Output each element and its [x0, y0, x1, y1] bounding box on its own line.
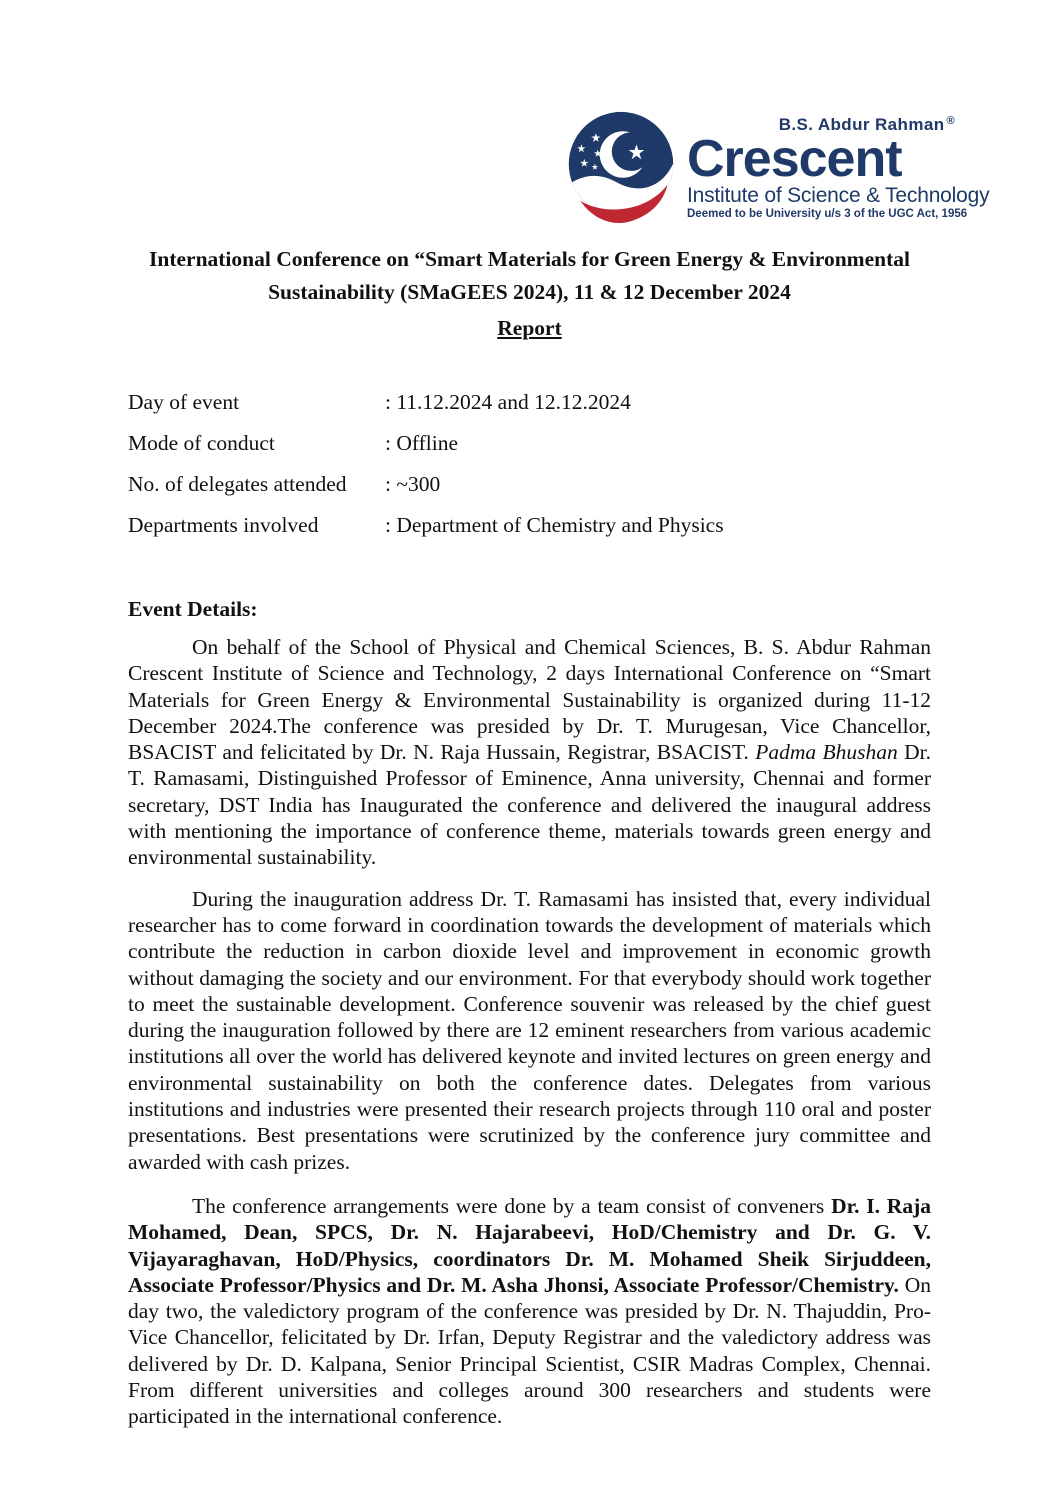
logo-wordmark: [687, 112, 990, 221]
detail-label: Departments involved: [128, 513, 319, 537]
body-paragraph-3: [128, 1193, 931, 1430]
detail-value: : ~300: [385, 472, 441, 496]
report-heading: [128, 312, 931, 345]
text-segment: Dr. T. Ramasami, Distinguished Professor of Eminence, Anna university, Chennai and former secretary, DST India has Inaugurated the conference and delivered the inaugural address with mentioning the importance of conference theme, materials towards green energy and environmental sustainability.: [128, 740, 931, 870]
brand-top-label: B.S. Abdur Rahman: [778, 115, 945, 134]
document-title-line2: Sustainability (SMaGEES 2024), 11 & 12 December 2024: [268, 280, 791, 304]
document-title-line1: International Conference on “Smart Materials for Green Energy & Environmental: [149, 247, 910, 271]
brand-tagline: Deemed to be University u/s 3 of the UGC Act, 1956: [687, 208, 968, 220]
brand-subtitle: Institute of Science & Technology: [687, 184, 990, 207]
detail-label: Mode of conduct: [128, 431, 275, 455]
detail-row-mode-of-conduct: [128, 430, 931, 456]
crescent-emblem-icon: [561, 110, 681, 228]
text-segment: The conference arrangements were done by a team consist of conveners: [192, 1193, 832, 1218]
body-paragraph-1: [128, 634, 931, 871]
detail-row-departments-involved: [128, 512, 931, 538]
text-segment: On day two, the valedictory program of the conference was presided by Dr. N. Thajuddin, Pro-Vice Chancellor, felicitated by Dr. Irfan, Deputy Registrar and the valedictory address was delivered by Dr. D. Kalpana, Senior Principal Scientist, CSIR Madras Complex, Chennai. From different universities and colleges around 300 researchers and students were participated in the international conference.: [128, 1272, 932, 1429]
report-heading-label: Report: [497, 316, 562, 340]
body-paragraph-2: [128, 886, 931, 1175]
detail-label: No. of delegates attended: [128, 472, 347, 496]
detail-value: : Offline: [385, 431, 459, 455]
institution-logo: [561, 110, 990, 228]
detail-value: : Department of Chemistry and Physics: [385, 513, 724, 537]
detail-label: Day of event: [128, 390, 240, 414]
text-segment: Padma Bhushan: [755, 740, 898, 765]
text-segment: Dr. I. Raja Mohamed, Dean, SPCS, Dr. N. Hajarabeevi, HoD/Chemistry and Dr. G. V. Vijayaraghavan, HoD/Physics, coordinators Dr. M. Mohamed Sheik Sirjuddeen, Associate Professor/Physics and Dr. M. Asha Jhonsi, Associate Professor/Chemistry.: [128, 1193, 931, 1297]
event-summary-list: [128, 389, 931, 538]
text-segment: During the inauguration address Dr. T. Ramasami has insisted that, every individual researcher has to come forward in coordination towards the development of materials which contribute the reduction in carbon dioxide level and improvement in economic growth without damaging the society and our environment. For that everybody should work together to meet the sustainable development. Conference souvenir was released by the chief guest during the inauguration followed by there are 12 eminent researchers from various academic institutions all over the world has delivered keynote and invited lectures on green energy and environmental sustainability on both the conference dates. Delegates from various institutions and industries were presented their research projects through 110 oral and poster presentations. Best presentations were scrutinized by the conference jury committee and awarded with cash prizes.: [128, 886, 931, 1174]
registered-mark: ®: [946, 115, 955, 127]
detail-value: : 11.12.2024 and 12.12.2024: [385, 390, 631, 414]
document-title: [128, 243, 931, 309]
detail-row-day-of-event: [128, 389, 931, 415]
text-segment: On behalf of the School of Physical and Chemical Sciences, B. S. Abdur Rahman Crescent Institute of Science and Technology, 2 days International Conference on “Smart Materials for Green Energy & Environmental Sustainability is organized during 11-12 December 2024.The conference was presided by Dr. T. Murugesan, Vice Chancellor, BSACIST and felicitated by Dr. N. Raja Hussain, Registrar, BSACIST.: [128, 635, 931, 765]
event-details-heading: Event Details:: [128, 597, 258, 621]
detail-row-delegates-attended: [128, 471, 931, 497]
brand-main-wordmark: Crescent: [687, 130, 902, 188]
